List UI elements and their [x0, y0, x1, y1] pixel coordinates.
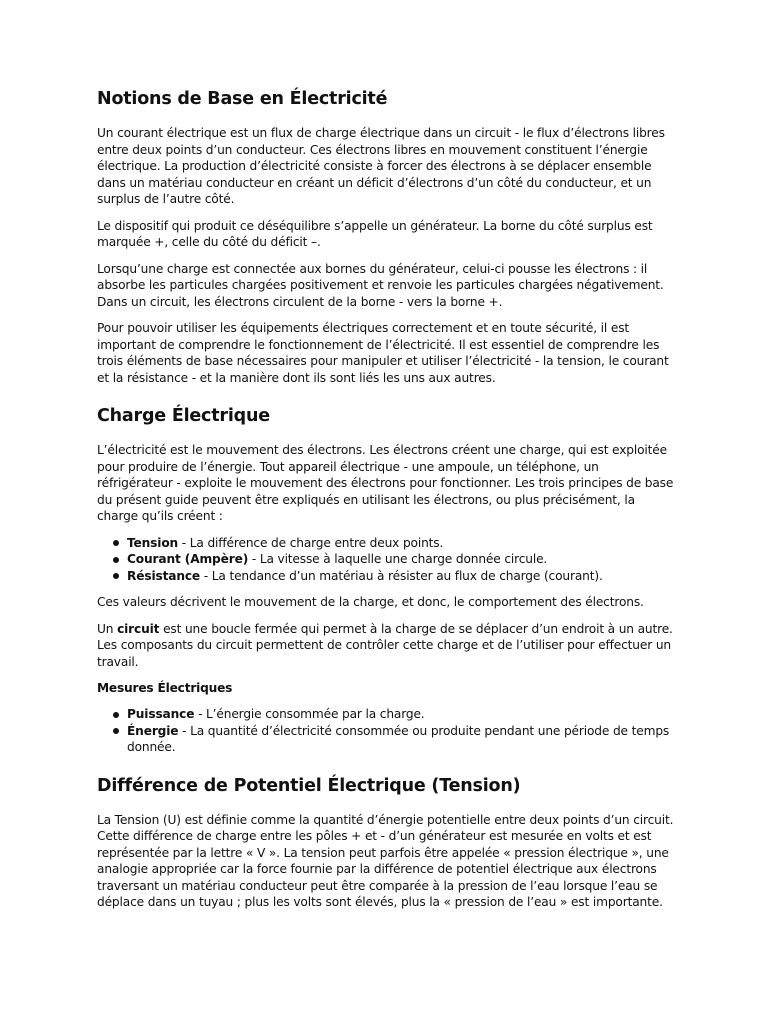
list-item [97, 568, 677, 585]
list-item-term: Énergie [127, 723, 179, 738]
intro-paragraph-4: Pour pouvoir utiliser les équipements électriques correctement et en toute sécurité, il est important de comprendre le fonctionnement de l’électricité. Il est essentiel de comprendre les trois éléments de base nécessaires pour manipuler et utiliser l’électricité - la tension, le courant et la résistance - et la manière dont ils sont liés les uns aux autres. [97, 321, 669, 385]
subheading-mesures-electriques: Mesures Électriques [97, 681, 233, 695]
list-item-term: Courant (Ampère) [127, 552, 249, 566]
bullet-icon [113, 728, 119, 734]
list-item [97, 706, 677, 723]
circuit-description: est une boucle fermée qui permet à la charge de se déplacer d’un endroit à un autre. Les composants du circuit permettent de contrôler cette charge et de l’utiliser pour effectuer un travail. [97, 621, 673, 669]
heading-charge-electrique: Charge Électrique [97, 406, 270, 426]
list-item [97, 551, 677, 568]
measures-list [97, 706, 677, 756]
bullet-icon [113, 712, 119, 718]
circuit-prefix: Un [97, 621, 118, 636]
bullet-icon [113, 540, 119, 546]
tension-paragraph-1: La Tension (U) est définie comme la quantité d’énergie potentielle entre deux points d’un circuit. Cette différence de charge entre les pôles + et - d’un générateur est mesurée en volts et est représentée par la lettre « V ». La tension peut parfois être appelée « pression électrique », une analogie appropriée car la force fournie par la différence de potentiel électrique aux électrons traversant un matériau conducteur peut être comparée à la pression de l’eau lorsque l’eau se déplace dans un tuyau ; plus les volts sont élevés, plus la « pression de l’eau » est importante. [97, 812, 674, 909]
intro-paragraph-3: Lorsqu’une charge est connectée aux bornes du générateur, celui-ci pousse les électrons : il absorbe les particules chargées positivement et renvoie les particules chargées négativement. Dans un circuit, les électrons circulent de la borne - vers la borne +. [97, 261, 664, 309]
bullet-icon [113, 557, 119, 563]
principles-list [97, 535, 677, 585]
circuit-term: circuit [117, 621, 160, 636]
charge-paragraph-2: Ces valeurs décrivent le mouvement de la charge, et donc, le comportement des électrons. [97, 595, 644, 609]
list-item-desc: - L’énergie consommée par la charge. [194, 707, 425, 721]
intro-paragraph-2: Le dispositif qui produit ce déséquilibre s’appelle un générateur. La borne du côté surplus est marquée +, celle du côté du déficit –. [97, 218, 653, 249]
list-item-desc: - La différence de charge entre deux points. [178, 535, 444, 550]
bullet-icon [113, 573, 119, 579]
list-item-term: Résistance [127, 568, 201, 583]
heading-difference-de-potentiel: Différence de Potentiel Électrique (Tension) [97, 775, 521, 796]
list-item-desc: - La tendance d’un matériau à résister au flux de charge (courant). [200, 568, 603, 583]
document-page [97, 88, 677, 921]
charge-paragraph-3 [97, 621, 677, 671]
list-item [97, 535, 677, 552]
list-item-term: Tension [127, 535, 179, 550]
intro-paragraph-1: Un courant électrique est un flux de charge électrique dans un circuit - le flux d’électrons libres entre deux points d’un conducteur. Ces électrons libres en mouvement constituent l’énergie électrique. La production d’électricité consiste à forcer des électrons à se déplacer ensemble dans un matériau conducteur en créant un déficit d’électrons d’un côté du conducteur, et un surplus de l’autre côté. [97, 126, 665, 206]
list-item-term: Puissance [127, 707, 195, 721]
list-item-desc: - La quantité d’électricité consommée ou produite pendant une période de temps donnée. [127, 723, 670, 754]
heading-notions-de-base: Notions de Base en Électricité [97, 89, 388, 109]
list-item-desc: - La vitesse à laquelle une charge donnée circule. [248, 552, 548, 566]
charge-paragraph-1: L’électricité est le mouvement des électrons. Les électrons créent une charge, qui est exploitée pour produire de l’énergie. Tout appareil électrique - une ampoule, un téléphone, un réfrigérateur - exploite le mouvement des électrons pour fonctionner. Les trois principes de base du présent guide peuvent être expliqués en utilisant les électrons, ou plus précisément, la charge qu’ils créent : [97, 443, 674, 523]
list-item [97, 723, 677, 756]
